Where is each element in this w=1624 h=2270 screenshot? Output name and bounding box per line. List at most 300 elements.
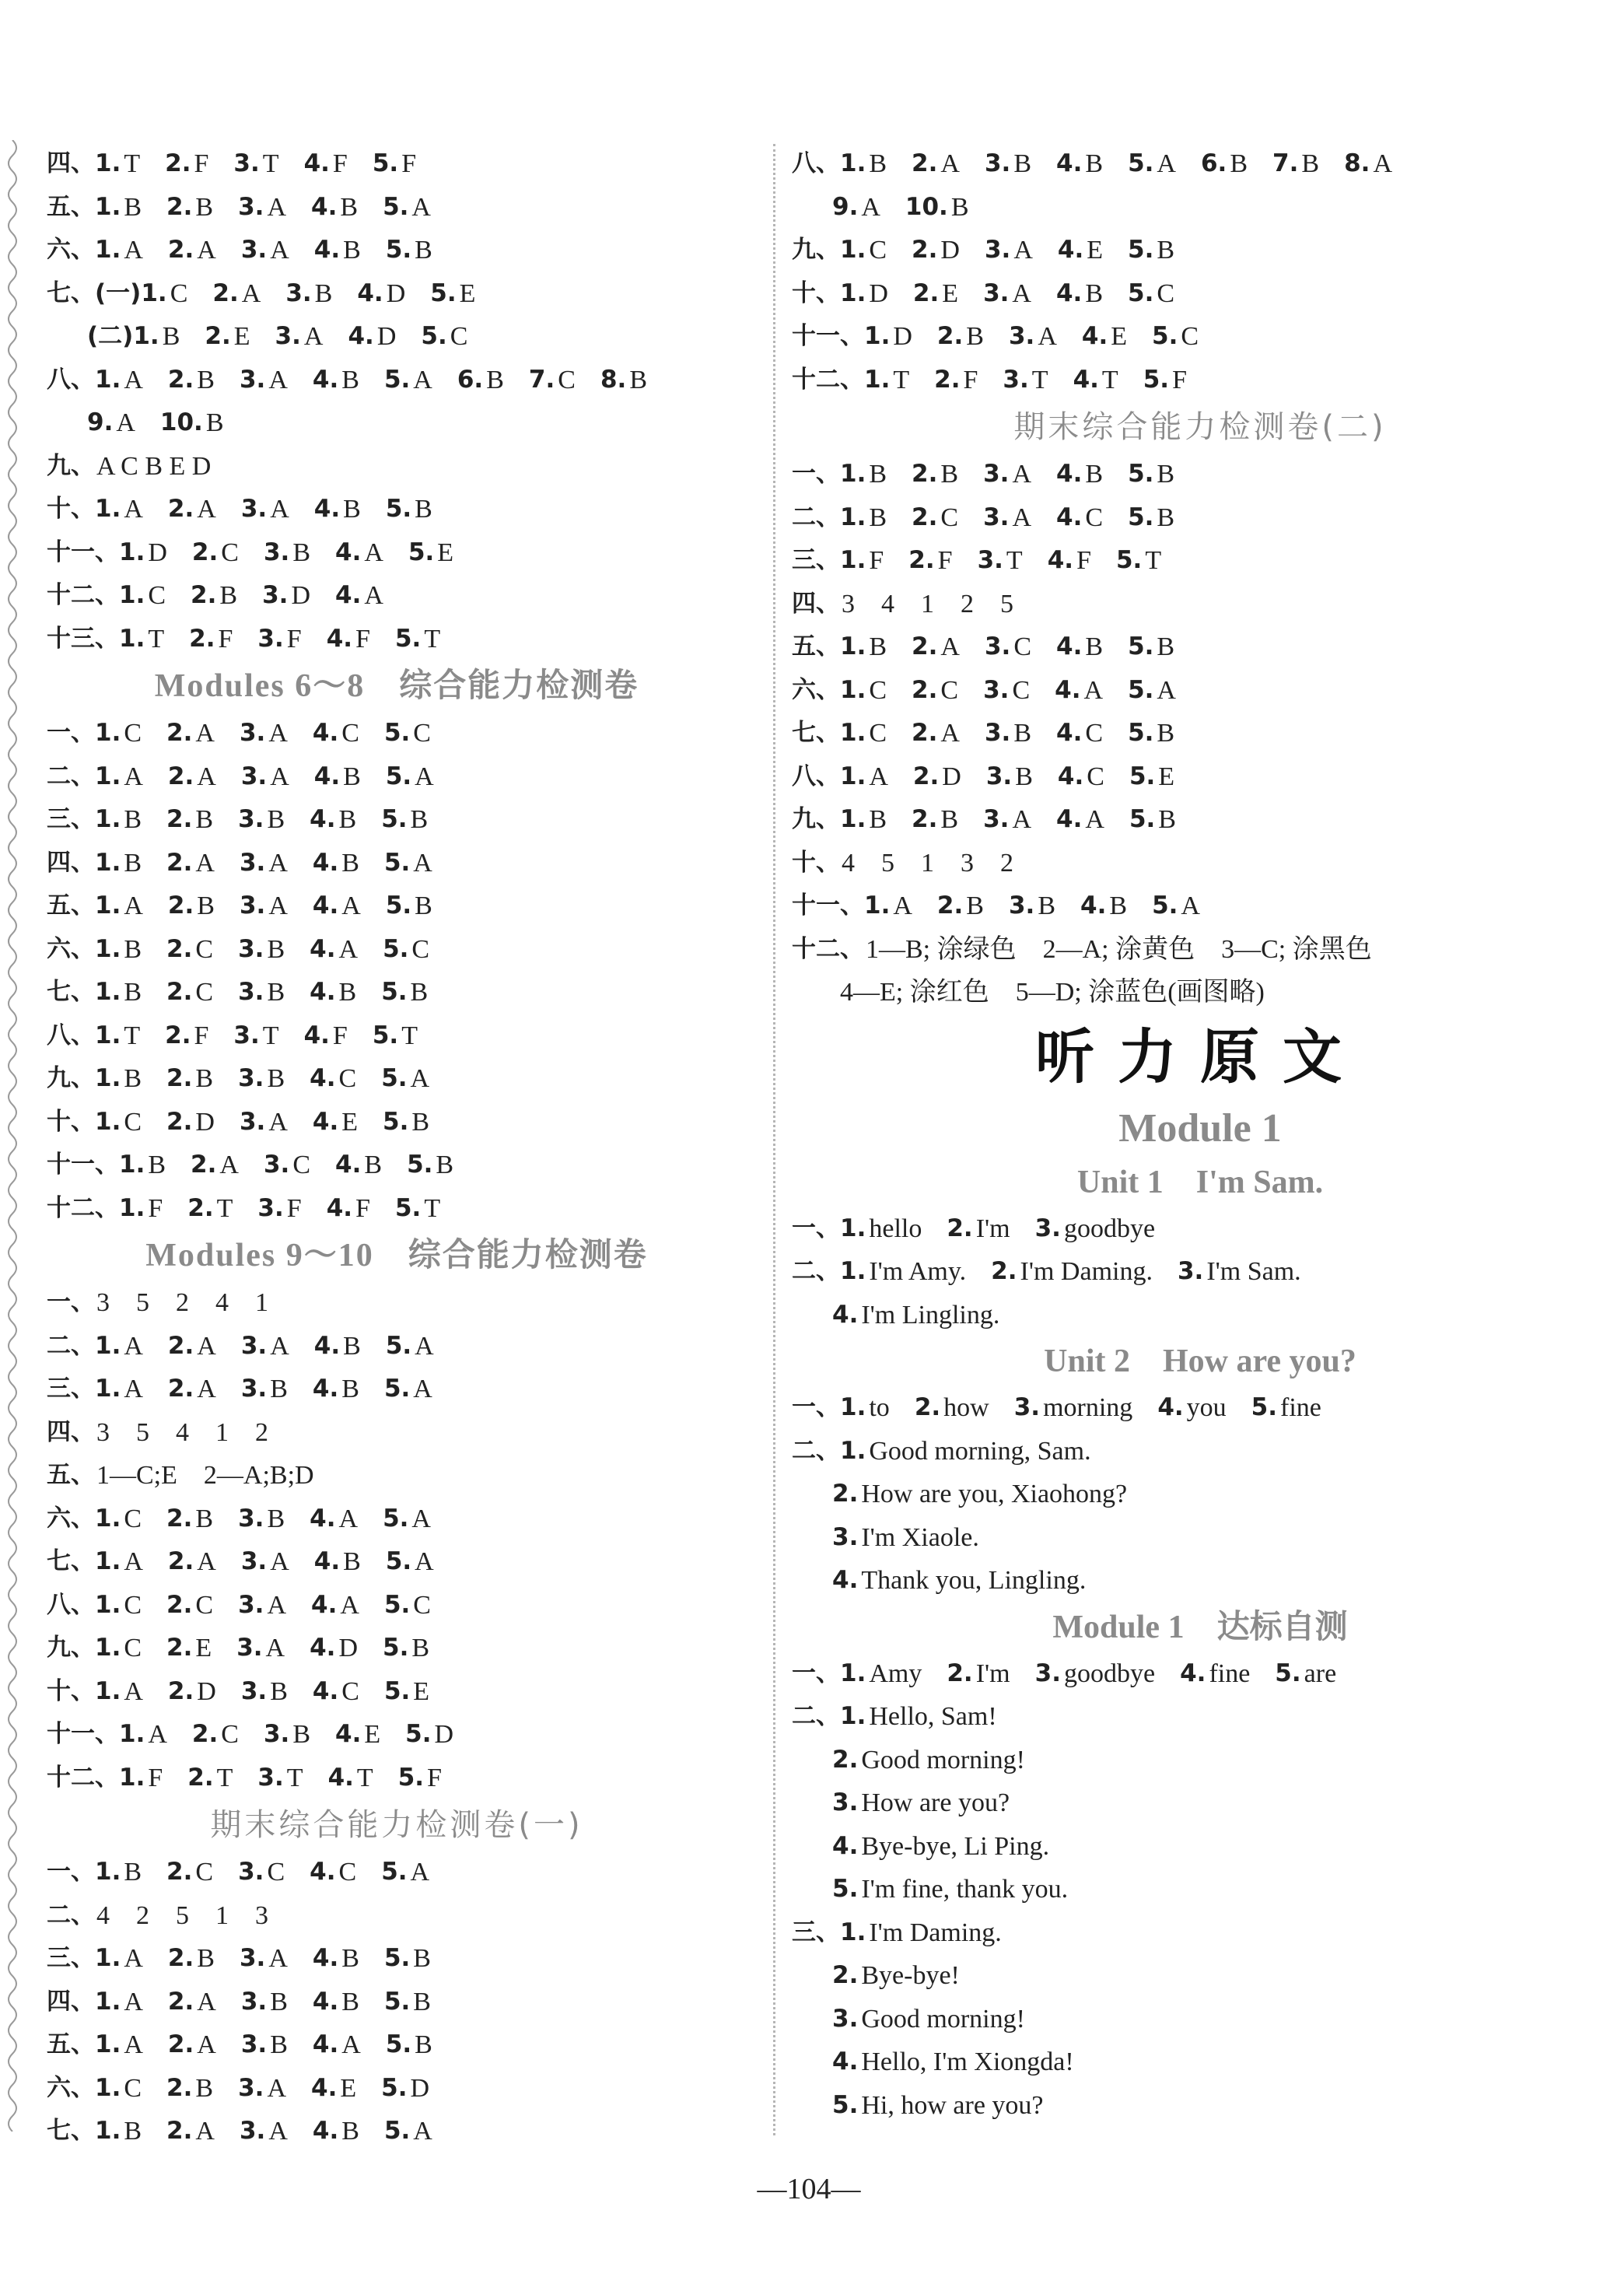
item-answer: F bbox=[427, 1763, 442, 1792]
item-number: 4. bbox=[1180, 1659, 1206, 1687]
item-answer: C bbox=[195, 978, 214, 1007]
item-answer: A bbox=[1157, 675, 1176, 705]
item-number: 5. bbox=[372, 1021, 399, 1049]
item-answer: A bbox=[940, 149, 960, 178]
item-answer: A bbox=[124, 1987, 143, 2016]
item-answer: T bbox=[148, 624, 165, 653]
question-group-label: 十二、 bbox=[47, 1763, 119, 1792]
item-number: 1. bbox=[95, 2073, 121, 2102]
item-answer: A bbox=[1012, 460, 1032, 489]
item-number: 1. bbox=[840, 460, 866, 488]
item-answer: A bbox=[116, 408, 135, 437]
item-answer: A bbox=[268, 1944, 288, 1973]
item-number: 1. bbox=[95, 1858, 121, 1886]
item-number: 4. bbox=[311, 1590, 338, 1619]
item-answer: D bbox=[376, 322, 397, 351]
question-group-label: 十、 bbox=[47, 495, 95, 523]
item-answer: C bbox=[1085, 719, 1104, 748]
item-number: 2. bbox=[166, 1590, 193, 1619]
item-answer: B bbox=[219, 581, 238, 610]
item-number: 1. bbox=[840, 1659, 866, 1687]
item-number: 1. bbox=[95, 236, 121, 264]
item-answer: D bbox=[197, 1676, 216, 1706]
item-number: 1. bbox=[119, 1720, 145, 1748]
item-number: 2. bbox=[212, 278, 239, 307]
item-answer: T bbox=[424, 1193, 441, 1223]
item-number: 3. bbox=[983, 460, 1010, 488]
item-answer: A bbox=[1181, 892, 1200, 920]
item-number: 6. bbox=[1200, 149, 1227, 177]
item-number: 1. bbox=[141, 278, 167, 307]
item-answer: B bbox=[364, 1151, 383, 1179]
item-answer: I'm Daming. bbox=[1020, 1257, 1153, 1286]
item-number: 3. bbox=[257, 1763, 284, 1792]
item-answer: D bbox=[893, 322, 912, 351]
item-answer: B bbox=[270, 1375, 288, 1403]
item-number: 5. bbox=[1128, 675, 1154, 704]
item-answer: B bbox=[1157, 236, 1175, 264]
item-answer: A bbox=[124, 1547, 143, 1576]
item-answer: D bbox=[940, 236, 960, 264]
question-group-label: 十二、 bbox=[47, 1193, 119, 1222]
item-number: 4. bbox=[335, 538, 362, 566]
item-answer: B bbox=[341, 1375, 359, 1403]
item-number: 5. bbox=[385, 892, 412, 920]
item-answer: C bbox=[292, 1151, 311, 1179]
item-answer: D bbox=[338, 1634, 359, 1662]
answer-line bbox=[47, 1757, 747, 1800]
item-answer: C bbox=[558, 365, 576, 394]
item-number: 1. bbox=[840, 719, 866, 747]
item-answer: C bbox=[124, 1634, 142, 1662]
item-number: 5. bbox=[1128, 278, 1154, 307]
item-answer: T bbox=[893, 365, 910, 394]
item-number: 2. bbox=[167, 1944, 194, 1972]
question-group-label: 八、 bbox=[47, 1590, 95, 1619]
question-group-label: 十、 bbox=[792, 278, 840, 307]
answer-line bbox=[792, 272, 1608, 316]
unit-heading: Unit 2 How are you? bbox=[1044, 1343, 1356, 1379]
item-answer: E bbox=[437, 538, 454, 567]
item-number: 4. bbox=[312, 719, 339, 747]
answer-line bbox=[47, 1325, 747, 1368]
question-group-label: 十、 bbox=[47, 1107, 95, 1136]
item-answer: C bbox=[338, 1064, 357, 1093]
item-answer: A bbox=[197, 1331, 216, 1361]
item-number: 1. bbox=[95, 2117, 121, 2145]
item-number: 4. bbox=[312, 1676, 339, 1705]
item-number: 2. bbox=[166, 2117, 193, 2145]
item-answer: C bbox=[341, 719, 359, 748]
item-number: 1. bbox=[840, 762, 866, 790]
item-number: 5. bbox=[383, 1634, 409, 1662]
item-answer: you bbox=[1186, 1393, 1227, 1422]
item-answer: C bbox=[1013, 632, 1032, 661]
answer-line bbox=[792, 359, 1608, 402]
question-group-label: 六、 bbox=[47, 934, 95, 963]
item-answer: Hi, how are you? bbox=[861, 2090, 1044, 2120]
item-answer: B bbox=[341, 365, 359, 394]
item-answer: A bbox=[270, 1547, 289, 1576]
item-number: 3. bbox=[263, 1151, 290, 1179]
item-number: 5. bbox=[394, 624, 422, 653]
item-answer: B bbox=[124, 934, 142, 964]
question-group-label: 十二、 bbox=[792, 934, 864, 963]
question-group-label: 一、 bbox=[47, 719, 95, 747]
item-answer: D bbox=[434, 1720, 454, 1749]
item-answer: A bbox=[197, 1987, 216, 2016]
item-number: 3. bbox=[983, 675, 1010, 704]
item-answer: A bbox=[124, 1676, 143, 1706]
item-number: 4. bbox=[313, 236, 341, 264]
item-answer: B bbox=[966, 322, 984, 351]
item-number: 4. bbox=[310, 805, 336, 833]
answer-line bbox=[47, 1498, 747, 1541]
item-answer: Amy bbox=[869, 1659, 922, 1688]
answer-line bbox=[792, 315, 1608, 359]
answer-line bbox=[47, 1281, 747, 1325]
item-answer: A bbox=[1157, 149, 1176, 178]
answer-line bbox=[47, 1454, 747, 1498]
item-answer: A bbox=[270, 495, 289, 524]
item-number: 2. bbox=[167, 1676, 194, 1705]
item-number: 3. bbox=[983, 278, 1010, 307]
item-number: 5. bbox=[397, 1763, 425, 1792]
item-number: 3. bbox=[240, 1331, 268, 1360]
item-answer: I'm fine, thank you. bbox=[861, 1875, 1069, 1904]
item-number: 4. bbox=[1080, 892, 1107, 920]
item-answer: A bbox=[364, 581, 383, 610]
item-number: 5. bbox=[430, 278, 457, 307]
item-answer: B bbox=[411, 1107, 430, 1137]
item-answer: I'm bbox=[975, 1659, 1010, 1688]
item-number: 2. bbox=[934, 365, 961, 394]
answer-line bbox=[792, 1652, 1608, 1696]
item-number: 2. bbox=[832, 1480, 859, 1508]
answer-line bbox=[47, 1101, 747, 1144]
item-answer: B bbox=[270, 2030, 288, 2059]
item-number: 1. bbox=[95, 719, 121, 747]
item-number: 3. bbox=[1008, 892, 1035, 920]
item-number: 3. bbox=[984, 632, 1011, 660]
item-number: 3. bbox=[983, 805, 1010, 833]
item-answer: A bbox=[124, 2030, 143, 2059]
item-answer: A bbox=[148, 1720, 167, 1749]
item-answer: A bbox=[411, 192, 431, 222]
item-number: 1. bbox=[95, 1504, 121, 1533]
item-number: 5. bbox=[1129, 762, 1156, 790]
question-group-label: 二、 bbox=[792, 503, 840, 531]
answer-line bbox=[792, 1868, 1608, 1911]
item-number: 3. bbox=[240, 495, 268, 523]
item-answer: A bbox=[341, 2030, 361, 2059]
item-number: 3. bbox=[832, 1788, 859, 1816]
item-number: 4. bbox=[1055, 675, 1081, 704]
item-number: 4. bbox=[832, 2048, 859, 2076]
item-number: 4. bbox=[303, 1021, 330, 1049]
item-answer: A bbox=[415, 1331, 434, 1361]
item-answer: B bbox=[124, 805, 142, 834]
item-answer: F bbox=[194, 1021, 209, 1050]
question-group-label: 一、 bbox=[792, 1659, 840, 1687]
item-answer: C bbox=[1085, 503, 1104, 532]
item-number: 7. bbox=[1272, 149, 1299, 177]
item-answer: T bbox=[124, 1021, 141, 1050]
item-number: 2. bbox=[166, 192, 193, 221]
item-number: 1. bbox=[95, 1987, 121, 2016]
item-answer: A bbox=[124, 365, 143, 394]
item-number: 2. bbox=[832, 1961, 859, 1989]
answer-line bbox=[792, 1781, 1608, 1825]
item-number: 5. bbox=[383, 848, 411, 877]
item-number: 3. bbox=[1177, 1257, 1204, 1285]
item-number: 4. bbox=[312, 1987, 339, 2016]
item-answer: B bbox=[629, 365, 647, 394]
item-answer: A bbox=[268, 1107, 288, 1137]
item-answer: A bbox=[1085, 805, 1104, 834]
item-number: 10. bbox=[905, 192, 948, 221]
item-answer: Hello, I'm Xiongda! bbox=[861, 2048, 1074, 2076]
item-number: 5. bbox=[383, 1944, 411, 1972]
item-answer: F bbox=[401, 149, 417, 178]
item-answer: B bbox=[267, 1064, 285, 1093]
item-number: 2. bbox=[166, 1064, 193, 1092]
item-number: 3. bbox=[984, 719, 1011, 747]
item-answer: I'm Lingling. bbox=[861, 1300, 1000, 1329]
item-number: 1. bbox=[133, 322, 159, 350]
item-number: 5. bbox=[383, 1987, 411, 2016]
section-heading: Modules 9～10 综合能力检测卷 bbox=[145, 1238, 648, 1273]
item-answer: A bbox=[124, 1331, 143, 1361]
item-number: 2. bbox=[167, 1331, 194, 1360]
item-answer: B bbox=[124, 848, 142, 878]
answer-line bbox=[47, 574, 747, 618]
answer-text: 4 2 5 1 3 bbox=[96, 1900, 268, 1930]
question-group-label: 七、 bbox=[47, 1547, 95, 1575]
item-answer: Hello, Sam! bbox=[869, 1702, 997, 1731]
item-answer: how bbox=[943, 1393, 989, 1422]
question-group-label: (二) bbox=[87, 322, 134, 350]
item-number: 1. bbox=[95, 1375, 121, 1403]
listening-script-title: 听力原文 bbox=[1035, 1021, 1365, 1091]
item-number: 4. bbox=[1056, 805, 1083, 833]
question-group-label: 八、 bbox=[47, 1021, 95, 1049]
item-answer: F bbox=[286, 1193, 302, 1223]
item-answer: A bbox=[415, 1547, 434, 1576]
item-answer: goodbye bbox=[1063, 1214, 1156, 1243]
item-number: 3. bbox=[238, 1064, 264, 1092]
item-answer: C bbox=[413, 1590, 431, 1620]
answer-line bbox=[47, 1368, 747, 1411]
item-number: 1. bbox=[840, 149, 866, 177]
item-answer: B bbox=[415, 236, 432, 264]
item-answer: A bbox=[195, 719, 215, 748]
item-number: 1. bbox=[840, 632, 866, 660]
item-number: 1. bbox=[95, 892, 121, 920]
item-answer: T bbox=[1006, 546, 1023, 575]
item-answer: Bye-bye! bbox=[861, 1961, 960, 1990]
item-number: 5. bbox=[1128, 149, 1154, 177]
item-number: 2. bbox=[167, 2030, 194, 2058]
answer-line bbox=[792, 229, 1608, 272]
question-group-label: 八、 bbox=[792, 149, 840, 177]
item-answer: A bbox=[195, 2117, 215, 2146]
answer-text: 3 4 1 2 5 bbox=[842, 589, 1013, 618]
answer-line bbox=[47, 618, 747, 661]
item-number: 3. bbox=[262, 581, 289, 609]
item-number: 1. bbox=[95, 1107, 121, 1136]
item-answer: morning bbox=[1043, 1393, 1133, 1422]
item-answer: F bbox=[194, 149, 209, 178]
item-number: 2. bbox=[912, 632, 938, 660]
item-number: 1. bbox=[95, 1064, 121, 1092]
item-number: 4. bbox=[335, 1151, 362, 1179]
module-heading: Module 1 bbox=[1118, 1105, 1282, 1151]
item-number: 5. bbox=[1129, 805, 1156, 833]
item-number: 2. bbox=[191, 581, 217, 609]
item-number: 4. bbox=[1057, 762, 1084, 790]
answer-line bbox=[792, 453, 1608, 496]
item-number: 2. bbox=[167, 236, 194, 264]
item-answer: B bbox=[341, 848, 359, 878]
item-number: 2. bbox=[189, 624, 215, 653]
item-number: 4. bbox=[1057, 236, 1084, 264]
answer-line bbox=[47, 401, 747, 445]
question-group-label: 九、 bbox=[47, 1634, 95, 1662]
item-answer: C bbox=[1012, 675, 1031, 705]
item-answer: A bbox=[241, 278, 261, 308]
item-number: 4. bbox=[312, 2030, 339, 2058]
item-answer: B bbox=[869, 503, 887, 532]
item-answer: B bbox=[869, 805, 887, 834]
item-answer: C bbox=[124, 1590, 142, 1620]
item-answer: E bbox=[341, 1107, 359, 1137]
item-number: 4. bbox=[326, 1193, 353, 1222]
item-number: 1. bbox=[864, 365, 891, 394]
item-answer: B bbox=[1109, 892, 1128, 920]
item-answer: C bbox=[869, 675, 887, 705]
item-answer: B bbox=[436, 1151, 454, 1179]
item-number: 4. bbox=[310, 1858, 336, 1886]
item-number: 4. bbox=[313, 1547, 341, 1575]
item-number: 5. bbox=[394, 1193, 422, 1222]
answer-line bbox=[792, 1430, 1608, 1473]
item-answer: B bbox=[124, 1064, 142, 1093]
item-number: 3. bbox=[240, 2030, 268, 2058]
item-number: 2. bbox=[166, 719, 193, 747]
item-answer: B bbox=[195, 192, 214, 222]
item-number: 3. bbox=[238, 805, 264, 833]
item-number: 2. bbox=[166, 2073, 193, 2102]
item-number: 1. bbox=[840, 546, 866, 574]
item-number: 9. bbox=[87, 408, 114, 436]
item-answer: B bbox=[1157, 719, 1175, 748]
item-number: 2. bbox=[191, 538, 219, 566]
answer-line bbox=[792, 2084, 1608, 2128]
item-number: 5. bbox=[408, 538, 435, 566]
item-answer: C bbox=[195, 1590, 214, 1620]
item-answer: E bbox=[340, 2073, 357, 2103]
item-number: 3. bbox=[240, 762, 268, 790]
item-number: 8. bbox=[600, 365, 627, 394]
item-answer: A bbox=[270, 1331, 289, 1361]
item-number: 2. bbox=[912, 719, 938, 747]
item-answer: T bbox=[124, 149, 141, 178]
item-number: 5. bbox=[385, 236, 412, 264]
item-number: 1. bbox=[95, 1634, 121, 1662]
unit-heading: Module 1 达标自测 bbox=[1052, 1609, 1348, 1645]
item-answer: B bbox=[314, 278, 333, 308]
item-number: 1. bbox=[95, 1676, 121, 1705]
item-number: 2. bbox=[167, 1987, 194, 2016]
item-number: 3. bbox=[977, 546, 1003, 574]
item-answer: B bbox=[270, 1987, 288, 2016]
item-answer: E bbox=[233, 322, 250, 351]
answer-line bbox=[792, 971, 1608, 1014]
answer-line bbox=[47, 1851, 747, 1894]
answer-line bbox=[792, 1695, 1608, 1739]
item-answer: C bbox=[338, 1858, 357, 1886]
item-number: 4. bbox=[312, 1944, 339, 1972]
question-group-label: 九、 bbox=[792, 236, 840, 264]
question-group-label: 二、 bbox=[47, 762, 95, 790]
item-answer: F bbox=[355, 1193, 370, 1223]
item-number: 1. bbox=[95, 1331, 121, 1360]
item-answer: A bbox=[124, 892, 143, 920]
item-answer: B bbox=[343, 1547, 361, 1576]
answer-line bbox=[792, 142, 1608, 186]
item-answer: A bbox=[340, 1590, 359, 1620]
item-answer: F bbox=[332, 1021, 348, 1050]
item-answer: D bbox=[148, 538, 167, 567]
section-heading: 期末综合能力检测卷(一) bbox=[210, 1807, 583, 1843]
item-answer: A bbox=[1083, 675, 1104, 705]
answer-text: 1—C;E 2—A;B;D bbox=[96, 1461, 314, 1490]
item-number: 2. bbox=[166, 1107, 193, 1136]
answer-line bbox=[47, 1937, 747, 1981]
question-group-label: 五、 bbox=[47, 2030, 95, 2058]
item-number: 1. bbox=[95, 495, 121, 523]
item-answer: How are you, Xiaohong? bbox=[861, 1480, 1128, 1508]
answer-line bbox=[792, 669, 1608, 713]
answer-line bbox=[47, 445, 747, 489]
item-answer: A bbox=[267, 2073, 287, 2103]
item-answer: T bbox=[262, 1021, 279, 1050]
item-number: 2. bbox=[165, 149, 191, 177]
question-group-label: 十、 bbox=[47, 1676, 95, 1705]
item-answer: A bbox=[415, 762, 434, 791]
item-answer: A bbox=[270, 236, 289, 264]
item-answer: B bbox=[267, 934, 285, 964]
question-group-label: 十一、 bbox=[47, 1720, 119, 1748]
item-answer: C bbox=[411, 934, 430, 964]
item-number: 4. bbox=[348, 322, 374, 350]
item-number: 3. bbox=[240, 1375, 268, 1403]
item-number: 3. bbox=[239, 848, 266, 877]
item-answer: I'm Daming. bbox=[869, 1918, 1002, 1947]
item-number: 1. bbox=[840, 278, 866, 307]
question-group-label: 一、 bbox=[792, 1393, 840, 1421]
item-answer: F bbox=[332, 149, 348, 178]
item-number: 5. bbox=[383, 2117, 411, 2145]
item-number: 10. bbox=[159, 408, 203, 436]
item-number: 4. bbox=[335, 581, 362, 609]
item-number: 3. bbox=[263, 538, 290, 566]
item-answer: B bbox=[197, 892, 215, 920]
item-answer: A bbox=[410, 1064, 430, 1093]
item-answer: A bbox=[303, 322, 324, 351]
item-answer: A bbox=[197, 495, 216, 524]
